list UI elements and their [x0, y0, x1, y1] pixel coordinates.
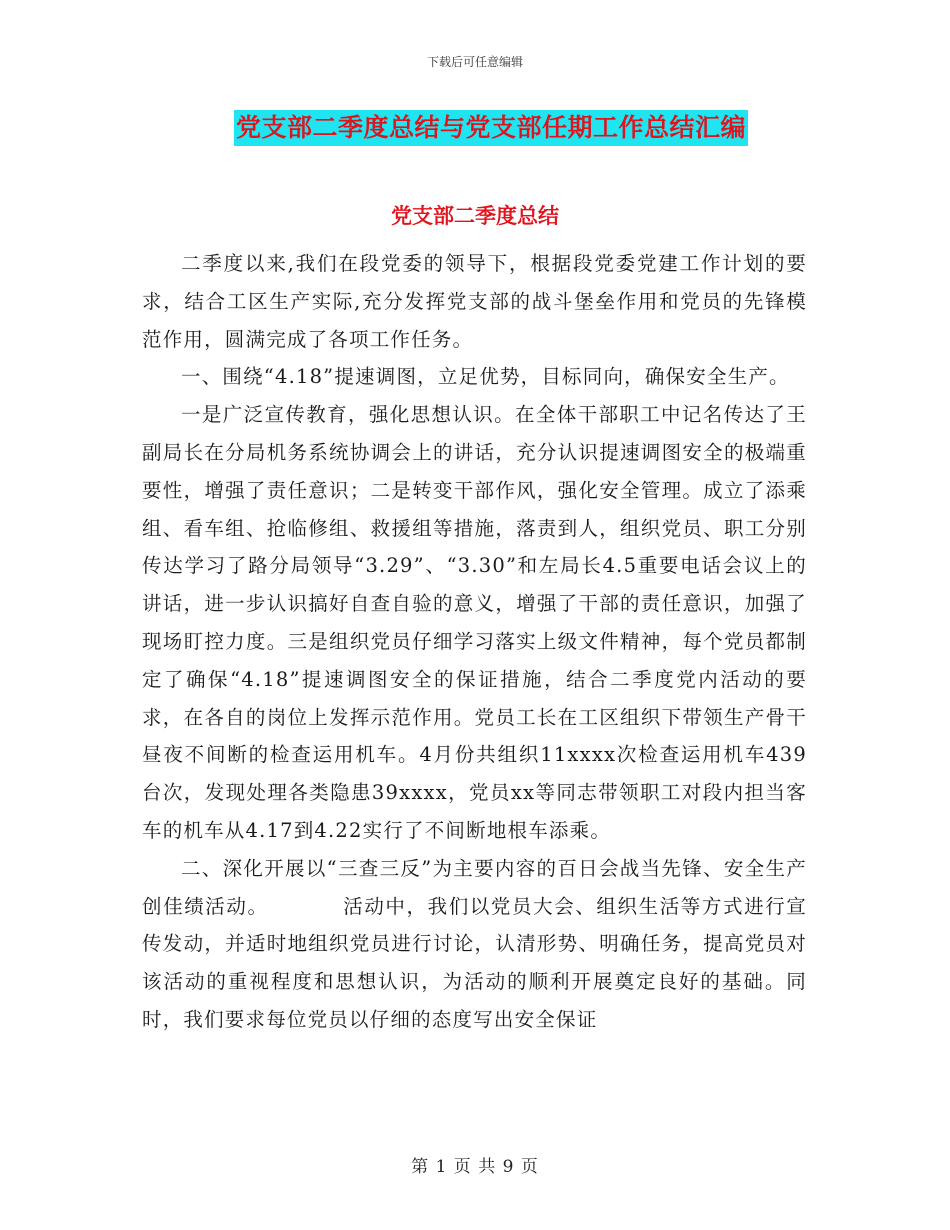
paragraph-heading-one: 一、围绕“4.18”提速调图，立足优势，目标同向，确保安全生产。 [181, 365, 790, 389]
page-number: 第 1 页 共 9 页 [411, 1157, 539, 1177]
paragraph-heading-two: 二、深化开展以“三查三反”为主要内容的百日会战当先锋、安全生产创佳绩活动。 活动中，我们以党员大会、组织生活等方式进行宣传发动，并适时地组织党员进行讨论，认清形势、明确任务，提高党员对该活动的重视程度和思想认识，为活动的顺利开展奠定良好的基础。同时，我们要求每位党员以仔细的态度写出安全保证 [142, 856, 807, 1031]
section-title: 党支部二季度总结 [391, 204, 559, 228]
paragraph-intro: 二季度以来,我们在段党委的领导下，根据段党委党建工作计划的要求，结合工区生产实际,充分发挥党支部的战斗堡垒作用和党员的先锋模范作用，圆满完成了各项工作任务。 [142, 252, 807, 351]
paragraph-detail: 一是广泛宣传教育，强化思想认识。在全体干部职工中记名传达了王副局长在分局机务系统协调会上的讲话，充分认识提速调图安全的极端重要性，增强了责任意识；二是转变干部作风，强化安全管理。成立了添乘组、看车组、抢临修组、救援组等措施，落责到人，组织党员、职工分别传达学习了路分局领导“3.29”、“3.30”和左局长4.5重要电话会议上的讲话，进一步认识搞好自查自验的意义，增强了干部的责任意识，加强了现场盯控力度。三是组织党员仔细学习落实上级文件精神，每个党员都制定了确保“4.18”提速调图安全的保证措施，结合二季度党内活动的要求，在各自的岗位上发挥示范作用。党员工长在工区组织下带领生产骨干昼夜不间断的检查运用机车。4月份共组织11xxxx次检查运用机车439台次，发现处理各类隐患39xxxx，党员xx等同志带领职工对段内担当客车的机车从4.17到4.22实行了不间断地根车添乘。 [142, 403, 807, 842]
document-body [142, 245, 807, 1039]
document-title: 党支部二季度总结与党支部任期工作总结汇编 [234, 110, 748, 146]
header-note: 下载后可任意编辑 [426, 55, 523, 69]
